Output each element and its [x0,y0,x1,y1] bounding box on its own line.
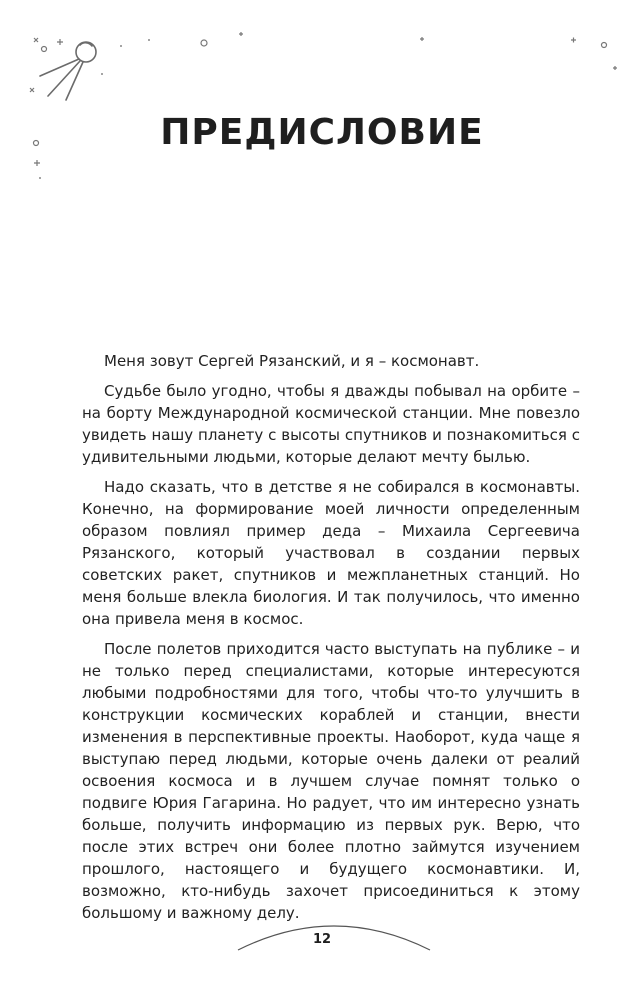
paragraph: Судьбе было угодно, чтобы я дважды побывал на орбите – на борту Международной космической станции. Мне повезло увидеть нашу планету с высоты спутников и познакомиться с удивительными людьми, которые делают мечту былью. [82,382,580,466]
paragraph: Меня зовут Сергей Рязанский, и я – космонавт. [104,352,480,370]
page-title: ПРЕДИСЛОВИЕ [160,112,484,153]
dot-decoration [39,39,150,179]
page-number: 12 [312,932,332,947]
satellite-icon [40,42,96,100]
paragraph: Надо сказать, что в детстве я не собирался в космонавты. Конечно, на формирование моей личности определенным образом повлиял пример деда – Михаила Сергеевича Рязанского, который участвовал в создании первых советских ракет, спутников и межпланетных станций. Но меня больше влекла биология. И так получилось, что именно она привела меня в космос. [82,478,580,628]
space-decoration [0,0,644,200]
paragraph: После полетов приходится часто выступать на публике – и не только перед специалистами, которые интересуются любыми подробностями для того, чтобы что-то улучшить в конструкции космических кораблей и станции, внести изменения в перспективные проекты. Наоборот, куда чаще я выступаю перед людьми, которые очень далеки от реалий освоения космоса и в лучшем случае помнят только о подвиге Юрия Гагарина. Но радует, что им интересно узнать больше, получить информацию из первых рук. Верю, что после этих встреч они более плотно займутся изучением прошлого, настоящего и будущего космонавтики. И, возможно, кто-нибудь захочет присоединиться к этому большому и важному делу. [82,640,580,922]
body-text [82,350,580,932]
